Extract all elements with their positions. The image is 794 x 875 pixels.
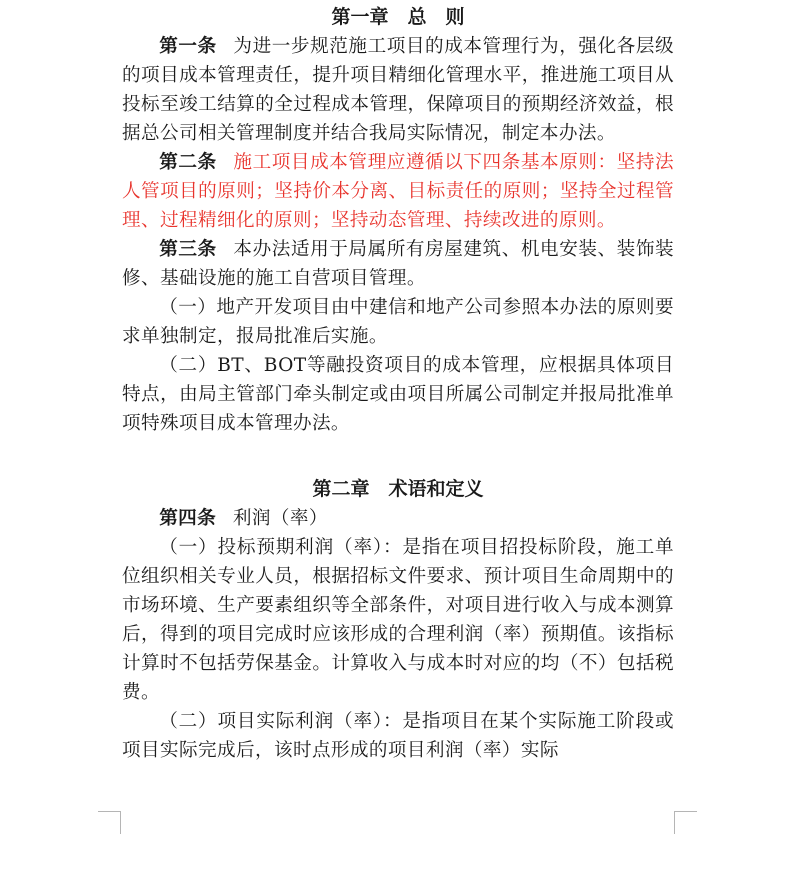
document-page: [122, 0, 674, 765]
article-1: [122, 32, 674, 148]
article-1-text: 为进一步规范施工项目的成本管理行为，强化各层级的项目成本管理责任，提升项目精细化管理水平，推进施工项目从投标至竣工结算的全过程成本管理，保障项目的预期经济效益，根据总公司相关管理制度并结合我局实际情况，制定本办法。: [122, 36, 675, 144]
article-4-label: 第四条: [159, 508, 217, 529]
article-3-label: 第三条: [159, 239, 217, 260]
page-corner-mark-right: [674, 811, 697, 834]
article-2-text: 施工项目成本管理应遵循以下四条基本原则：坚持法人管项目的原则；坚持价本分离、目标责任的原则；坚持全过程管理、过程精细化的原则；坚持动态管理、持续改进的原则。: [122, 152, 675, 231]
chapter-2-title: 第二章 术语和定义: [312, 478, 484, 500]
article-1-label: 第一条: [159, 36, 217, 57]
article-4: [122, 504, 674, 533]
article-3-text: 本办法适用于局属所有房屋建筑、机电安装、装饰装修、基础设施的施工自营项目管理。: [122, 239, 675, 289]
article-4-item-1: （一）投标预期利润（率）：是指在项目招投标阶段，施工单位组织相关专业人员，根据招标文件要求、预计项目生命周期中的市场环境、生产要素组织等全部条件，对项目进行收入与成本测算后，得到的项目完成时应该形成的合理利润（率）预期值。该指标计算时不包括劳保基金。计算收入与成本时对应的均（不）包括税费。: [122, 537, 674, 703]
article-2: [122, 148, 674, 235]
article-4-text: 利润（率）: [232, 508, 328, 529]
chapter-1-title: 第一章 总 则: [331, 6, 465, 28]
page-corner-mark-left: [98, 811, 121, 834]
article-3-item-1: （一）地产开发项目由中建信和地产公司参照本办法的原则要求单独制定，报局批准后实施。: [122, 297, 674, 347]
article-3: [122, 235, 674, 293]
article-4-item-2: （二）项目实际利润（率）：是指项目在某个实际施工阶段或项目实际完成后，该时点形成的项目利润（率）实际: [122, 711, 674, 761]
article-2-label: 第二条: [159, 152, 217, 173]
article-3-item-2: （二）BT、BOT等融投资项目的成本管理，应根据具体项目特点，由局主管部门牵头制定或由项目所属公司制定并报局批准单项特殊项目成本管理办法。: [122, 355, 674, 434]
